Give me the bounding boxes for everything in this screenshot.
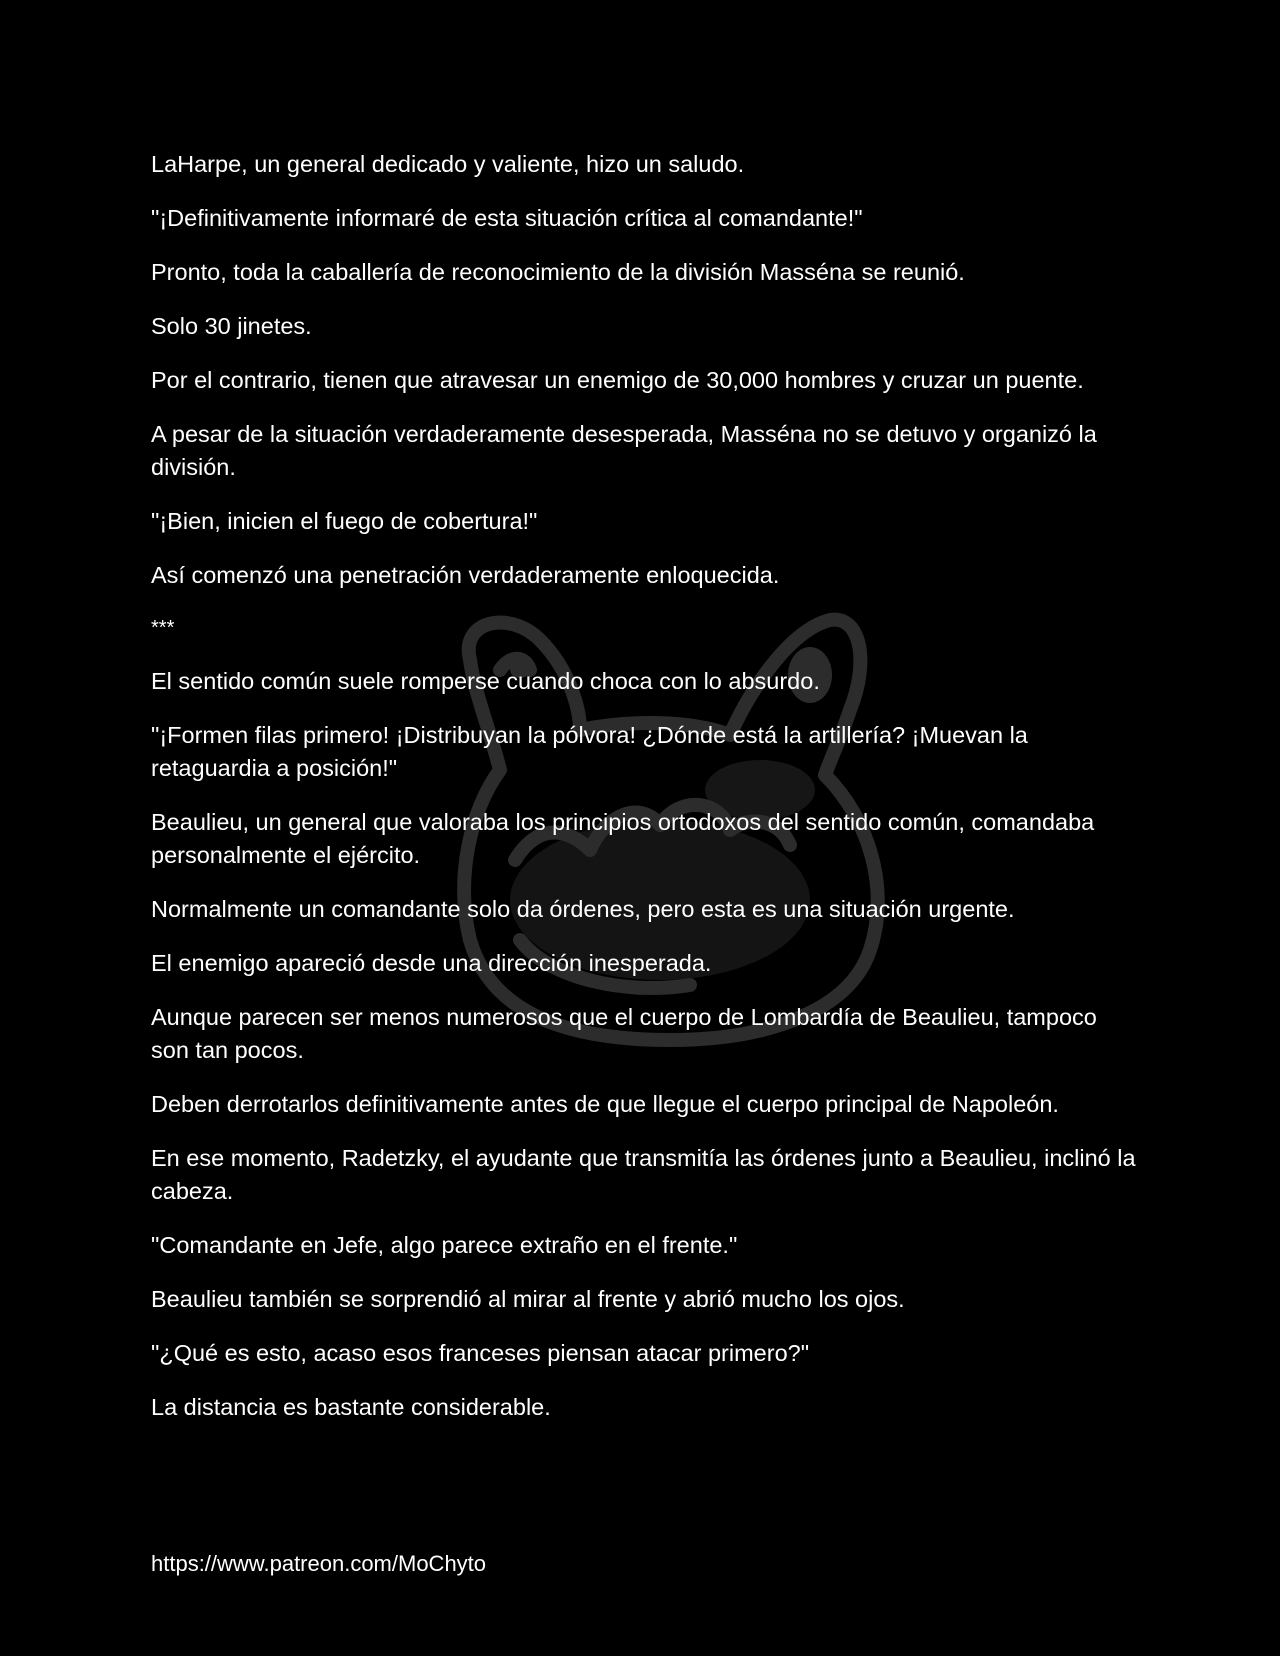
paragraph: Así comenzó una penetración verdaderamente enloquecida.	[151, 562, 780, 588]
paragraph: Pronto, toda la caballería de reconocimiento de la división Masséna se reunió.	[151, 259, 965, 285]
paragraph: A pesar de la situación verdaderamente desesperada, Masséna no se detuvo y organizó la división.	[151, 421, 1097, 480]
paragraph: LaHarpe, un general dedicado y valiente, hizo un saludo.	[151, 151, 745, 177]
chapter-text	[151, 148, 1141, 1445]
paragraph: Normalmente un comandante solo da órdenes, pero esta es una situación urgente.	[151, 896, 1015, 922]
paragraph: El sentido común suele romperse cuando choca con lo absurdo.	[151, 668, 820, 694]
paragraph: Por el contrario, tienen que atravesar un enemigo de 30,000 hombres y cruzar un puente.	[151, 367, 1084, 393]
paragraph: Deben derrotarlos definitivamente antes de que llegue el cuerpo principal de Napoleón.	[151, 1091, 1059, 1117]
paragraph: Beaulieu también se sorprendió al mirar al frente y abrió mucho los ojos.	[151, 1286, 905, 1312]
paragraph: Beaulieu, un general que valoraba los principios ortodoxos del sentido común, comandaba personalmente el ejército.	[151, 809, 1095, 868]
paragraph: "¡Bien, inicien el fuego de cobertura!"	[151, 508, 538, 534]
paragraph: "¡Definitivamente informaré de esta situación crítica al comandante!"	[151, 205, 863, 231]
paragraph: Solo 30 jinetes.	[151, 313, 312, 339]
paragraph: "¿Qué es esto, acaso esos franceses piensan atacar primero?"	[151, 1340, 810, 1366]
paragraph: "Comandante en Jefe, algo parece extraño en el frente."	[151, 1232, 738, 1258]
paragraph: En ese momento, Radetzky, el ayudante que transmitía las órdenes junto a Beaulieu, inclinó la cabeza.	[151, 1145, 1136, 1204]
paragraph: "¡Formen filas primero! ¡Distribuyan la pólvora! ¿Dónde está la artillería? ¡Muevan la retaguardia a posición!"	[151, 722, 1028, 781]
patreon-link[interactable]: https://www.patreon.com/MoChyto	[151, 1551, 487, 1576]
scene-separator: ***	[151, 617, 175, 639]
paragraph: La distancia es bastante considerable.	[151, 1394, 551, 1420]
paragraph: El enemigo apareció desde una dirección inesperada.	[151, 950, 712, 976]
paragraph: Aunque parecen ser menos numerosos que el cuerpo de Lombardía de Beaulieu, tampoco son tan pocos.	[151, 1004, 1097, 1063]
